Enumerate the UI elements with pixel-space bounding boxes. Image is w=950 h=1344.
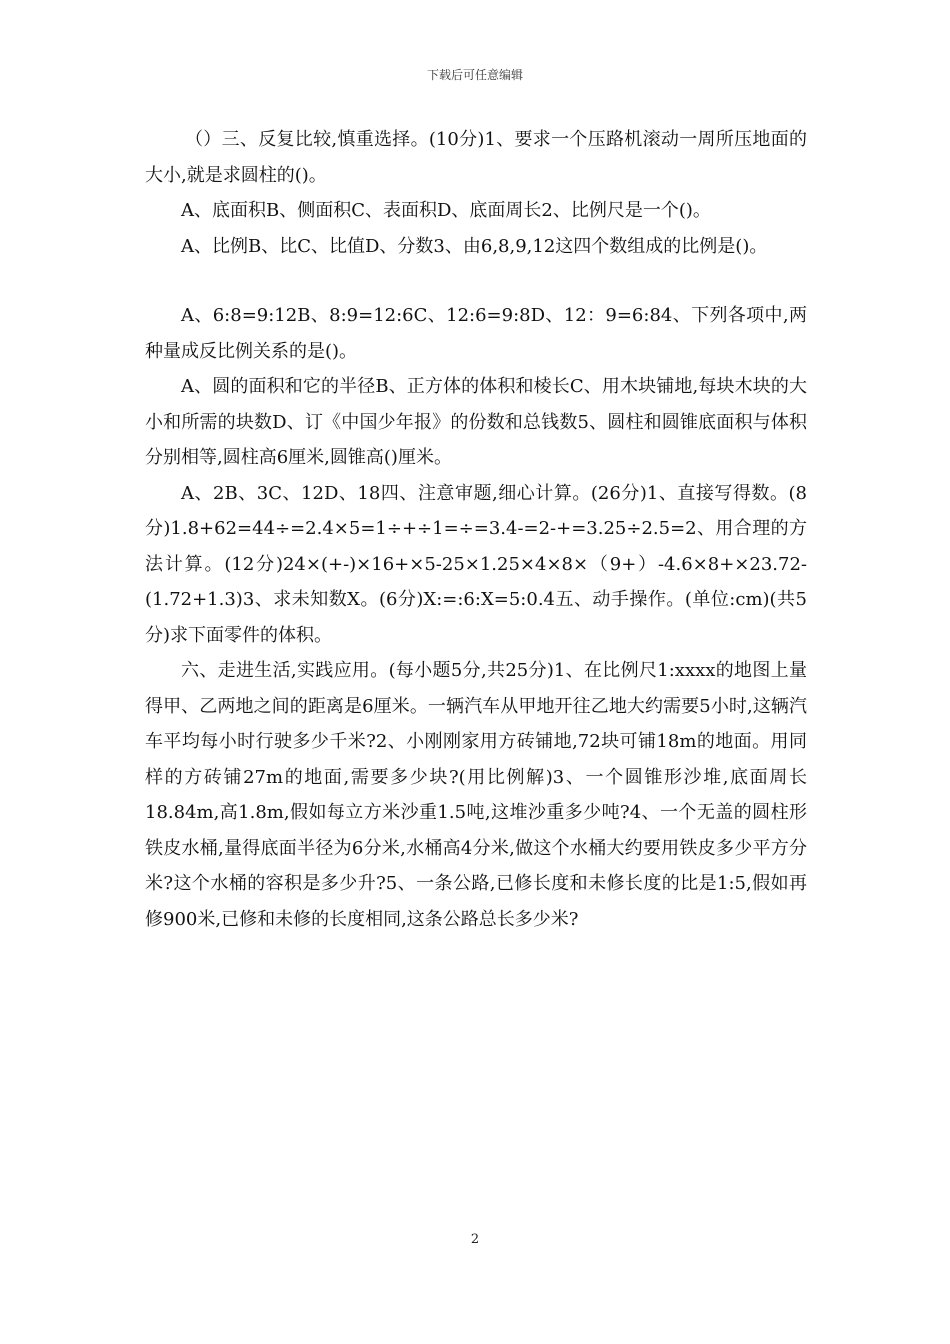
paragraph-section-four: A、2B、3C、12D、18四、注意审题,细心计算。(26分)1、直接写得数。(8分)1.8+62=44÷=2.4×5=1÷+÷1=÷=3.4-=2-+=3.25÷2.5=2、用合理的方法计算。(12分)24×(+-)×16+×5-25×1.25×4×8×（9+）-4.6×8+×23.72-(1.72+1.3)3、求未知数X。(6分)X:=:6:X=5:0.4五、动手操作。(单位:cm)(共5分)求下面零件的体积。 [145, 482, 807, 646]
paragraph-options-q2: A、比例B、比C、比值D、分数3、由6,8,9,12这四个数组成的比例是()。 [181, 235, 768, 257]
paragraph-options-q4: A、圆的面积和它的半径B、正方体的体积和棱长C、用木块铺地,每块木块的大小和所需的块数D、订《中国少年报》的份数和总钱数5、圆柱和圆锥底面积与体积分别相等,圆柱高6厘米,圆锥高()厘米。 [145, 376, 807, 468]
page-number: 2 [470, 1232, 480, 1247]
document-body [145, 122, 807, 937]
paragraph-section-six: 六、走进生活,实践应用。(每小题5分,共25分)1、在比例尺1:xxxx的地图上量得甲、乙两地之间的距离是6厘米。一辆汽车从甲地开往乙地大约需要5小时,这辆汽车平均每小时行驶多少千米?2、小刚刚家用方砖铺地,72块可铺18m的地面。用同样的方砖铺27m的地面,需要多少块?(用比例解)3、一个圆锥形沙堆,底面周长18.84m,高1.8m,假如每立方米沙重1.5吨,这堆沙重多少吨?4、一个无盖的圆柱形铁皮水桶,量得底面半径为6分米,水桶高4分米,做这个水桶大约要用铁皮多少平方分米?这个水桶的容积是多少升?5、一条公路,已修长度和未修长度的比是1:5,假如再修900米,已修和未修的长度相同,这条公路总长多少米? [145, 660, 807, 930]
page-header: 下载后可任意编辑 [426, 68, 523, 82]
paragraph-options-q3: A、6:8=9:12B、8:9=12:6C、12:6=9:8D、12：9=6:84、下列各项中,两种量成反比例关系的是()。 [145, 305, 807, 362]
paragraph-section-three: （）三、反复比较,慎重选择。(10分)1、要求一个压路机滚动一周所压地面的大小,就是求圆柱的()。 [145, 129, 807, 186]
paragraph-options-q1: A、底面积B、侧面积C、表面积D、底面周长2、比例尺是一个()。 [181, 200, 711, 221]
